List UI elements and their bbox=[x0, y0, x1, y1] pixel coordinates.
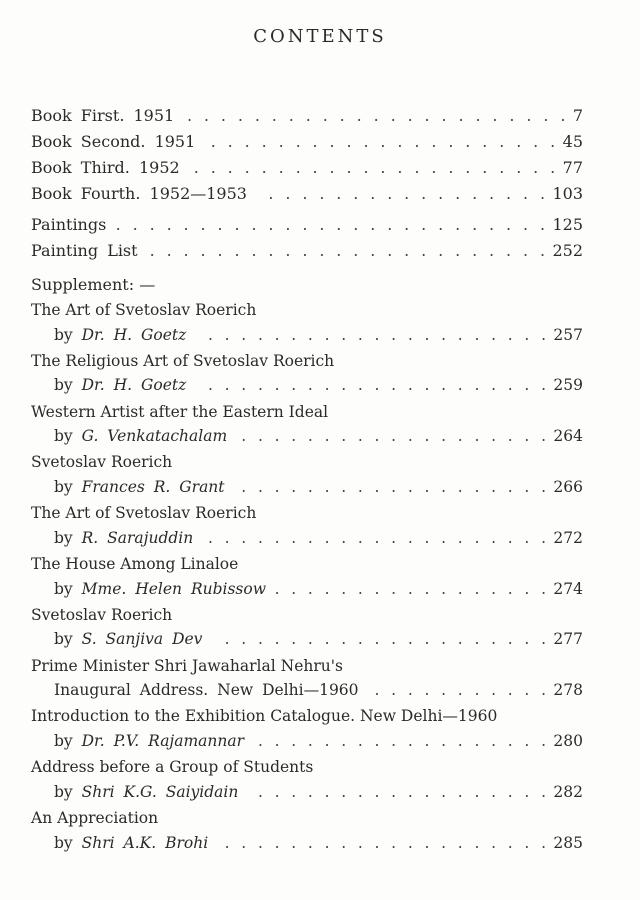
page-number: 274 bbox=[553, 579, 583, 598]
supplement-entry[interactable] bbox=[54, 630, 583, 654]
entry-title: Book Fourth. bbox=[31, 184, 141, 203]
entry-byline bbox=[54, 478, 225, 496]
page-number: 285 bbox=[553, 833, 583, 852]
supplement-entry[interactable] bbox=[54, 732, 583, 756]
supplement-title[interactable]: An Appreciation bbox=[31, 809, 159, 827]
entry-title: Painting List bbox=[31, 241, 138, 260]
supplement-entry[interactable] bbox=[54, 427, 583, 451]
entry-label bbox=[31, 215, 106, 234]
dot-leader bbox=[276, 580, 549, 598]
author-name: Dr. H. Goetz bbox=[81, 325, 187, 344]
dot-leader bbox=[148, 241, 549, 260]
entry-subtitle: Inaugural Address. New Delhi—1960 bbox=[54, 681, 359, 700]
page-number: 277 bbox=[553, 630, 583, 649]
author-name: G. Venkatachalam bbox=[81, 427, 228, 446]
entry-title: Book Second. bbox=[31, 132, 146, 151]
entry-byline bbox=[54, 783, 238, 801]
toc-entry[interactable] bbox=[31, 132, 583, 156]
entry-byline bbox=[54, 376, 186, 394]
entry-byline bbox=[54, 529, 193, 547]
dot-leader bbox=[218, 834, 549, 852]
entry-byline bbox=[54, 427, 227, 445]
by-label: by bbox=[54, 630, 73, 649]
supplement-entry[interactable] bbox=[54, 580, 583, 604]
toc-entry[interactable] bbox=[31, 158, 583, 182]
dot-leader bbox=[257, 184, 548, 203]
dot-leader bbox=[203, 529, 549, 547]
toc-entry[interactable] bbox=[31, 184, 583, 208]
author-name: Dr. P.V. Rajamannar bbox=[81, 731, 245, 750]
author-name: S. Sanjiva Dev bbox=[81, 630, 203, 649]
entry-year: 1952—1953 bbox=[149, 184, 247, 203]
page-number: 252 bbox=[552, 241, 583, 260]
entry-byline bbox=[54, 732, 244, 750]
author-name: Shri A.K. Brohi bbox=[81, 833, 209, 852]
page-number: 278 bbox=[553, 681, 583, 700]
entry-byline bbox=[54, 630, 202, 648]
author-name: Frances R. Grant bbox=[81, 477, 225, 496]
dot-leader bbox=[205, 132, 558, 151]
page-number: 125 bbox=[552, 215, 583, 234]
supplement-title[interactable]: The House Among Linaloe bbox=[31, 555, 239, 573]
by-label: by bbox=[54, 427, 73, 446]
by-label: by bbox=[54, 731, 73, 750]
dot-leader bbox=[212, 630, 549, 648]
page-number: 264 bbox=[553, 427, 583, 446]
entry-byline bbox=[54, 681, 359, 699]
entry-label bbox=[31, 158, 180, 177]
entry-byline bbox=[54, 834, 208, 852]
dot-leader bbox=[237, 427, 549, 445]
dot-leader bbox=[196, 376, 549, 394]
toc-entry[interactable] bbox=[31, 241, 583, 265]
entry-label bbox=[31, 241, 138, 260]
dot-leader bbox=[254, 732, 549, 750]
page-number: 257 bbox=[553, 325, 583, 344]
dot-leader bbox=[196, 326, 549, 344]
supplement-entry[interactable] bbox=[54, 783, 583, 807]
entry-label bbox=[31, 132, 195, 151]
entry-byline bbox=[54, 580, 266, 598]
supplement-title[interactable]: The Art of Svetoslav Roerich bbox=[31, 301, 257, 319]
supplement-title[interactable]: Svetoslav Roerich bbox=[31, 453, 173, 472]
supplement-entry[interactable] bbox=[54, 478, 583, 502]
dot-leader bbox=[190, 158, 559, 177]
entry-year: 1951 bbox=[154, 132, 196, 151]
supplement-entry[interactable] bbox=[54, 326, 583, 350]
supplement-title[interactable]: Address before a Group of Students bbox=[31, 758, 314, 777]
supplement-entry[interactable] bbox=[54, 529, 583, 553]
author-name: Mme. Helen Rubissow bbox=[81, 579, 266, 598]
supplement-title[interactable]: Prime Minister Shri Jawaharlal Nehru's bbox=[31, 656, 343, 675]
supplement-title[interactable]: The Religious Art of Svetoslav Roerich bbox=[31, 351, 335, 370]
dot-leader bbox=[184, 106, 569, 125]
supplement-entry[interactable] bbox=[54, 834, 583, 858]
supplement-title[interactable]: Svetoslav Roerich bbox=[31, 605, 173, 624]
dot-leader bbox=[248, 783, 549, 801]
by-label: by bbox=[54, 833, 73, 852]
dot-leader bbox=[235, 478, 550, 496]
author-name: R. Sarajuddin bbox=[81, 528, 194, 547]
page-number: 45 bbox=[562, 132, 583, 151]
toc-entry[interactable] bbox=[31, 215, 583, 239]
page-number: 282 bbox=[553, 782, 583, 801]
by-label: by bbox=[54, 325, 73, 344]
page-number: 103 bbox=[552, 184, 583, 203]
supplement-entry[interactable] bbox=[54, 681, 583, 705]
supplement-title[interactable]: The Art of Svetoslav Roerich bbox=[31, 504, 257, 523]
by-label: by bbox=[54, 528, 73, 547]
supplement-heading: Supplement: — bbox=[31, 275, 156, 294]
entry-year: 1952 bbox=[138, 158, 180, 177]
toc-entry[interactable] bbox=[31, 106, 583, 130]
entry-title: Book First. bbox=[31, 106, 125, 125]
page-number: 259 bbox=[553, 376, 583, 395]
author-name: Dr. H. Goetz bbox=[81, 376, 187, 395]
entry-label bbox=[31, 184, 247, 203]
supplement-title[interactable]: Introduction to the Exhibition Catalogue. New Delhi—1960 bbox=[31, 707, 498, 726]
entry-year: 1951 bbox=[133, 106, 175, 125]
by-label: by bbox=[54, 477, 73, 496]
page-number: 280 bbox=[553, 731, 583, 750]
by-label: by bbox=[54, 579, 73, 598]
entry-byline bbox=[54, 326, 186, 344]
page-number: 266 bbox=[553, 477, 583, 496]
dot-leader bbox=[369, 681, 550, 699]
by-label: by bbox=[54, 376, 73, 395]
entry-label bbox=[31, 106, 174, 125]
author-name: Shri K.G. Saiyidain bbox=[81, 782, 239, 801]
entry-title: Book Third. bbox=[31, 158, 130, 177]
entry-title: Paintings bbox=[31, 215, 107, 234]
page-title: CONTENTS bbox=[253, 26, 387, 47]
page-number: 7 bbox=[572, 106, 583, 125]
dot-leader bbox=[116, 215, 548, 234]
page-number: 77 bbox=[562, 158, 583, 177]
by-label: by bbox=[54, 782, 73, 801]
supplement-title[interactable]: Western Artist after the Eastern Ideal bbox=[31, 402, 329, 421]
supplement-entry[interactable] bbox=[54, 376, 583, 400]
page-number: 272 bbox=[553, 528, 583, 547]
